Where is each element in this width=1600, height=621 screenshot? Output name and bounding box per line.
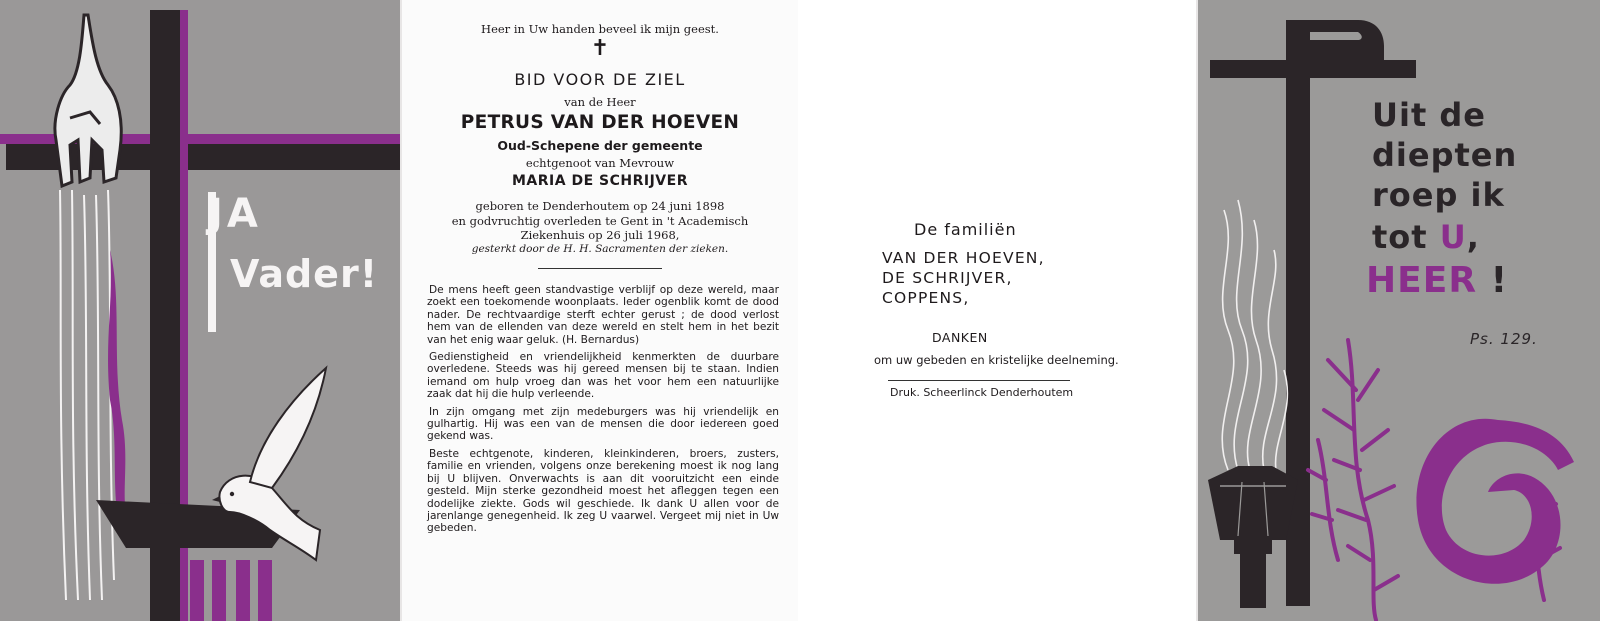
column [190,560,204,621]
cross-hand-dove-illustration [0,0,402,621]
hand-icon [55,15,121,186]
thanks-word: DANKEN [932,330,988,345]
prayer-line: Heer in Uw handen beveel ik mijn geest. [481,22,719,36]
body-paragraph: De mens heeft geen standvastige verblijf op deze wereld, maar zoekt een toekomende woonplaats. Ieder ogenblik komt de dood nader. De rechtvaardige sterft echter gerust ; de dood verlost hem van de ellenden van deze wereld en stelt hem in het bezit van het enig waar geluk. (H. Bernardus) [427,284,779,346]
born-line: geboren te Denderhoutem op 24 juni 1898 [475,199,725,213]
obituary-panel [402,0,798,621]
spouse-name: MARIA DE SCHRIJVER [512,173,688,189]
censer-icon [1208,466,1298,608]
chi-rho-loop [1298,20,1384,60]
printer-credit: Druk. Scheerlinck Denderhoutem [890,386,1074,399]
psalm-reference: Ps. 129. [1470,330,1538,348]
thanks-panel [798,0,1198,621]
back-cover-line-5 [1366,262,1508,300]
light-rays [60,190,114,600]
spouse-intro: echtgenoot van Mevrouw [525,156,675,170]
back-cover-comma: , [1466,218,1480,256]
body-paragraph: Beste echtgenote, kinderen, kleinkinderen, broers, zusters, familie en vrienden, volgens onze berekening moest ik nog lang bij U blijven. Onverwachts is aan dit vooruitzicht een einde gesteld. Mijn sterke gezondheid moest het afleggen tegen een dodelijke ziekte. Gods wil geschiede. Ik dank U allen voor de jarenlange genegenheid. Ik zeg U vaarwel. Vergeet mij niet in Uw gebeden. [427,447,779,535]
incense-smoke [1222,200,1287,470]
deceased-name: PETRUS VAN DER HOEVEN [460,112,740,133]
deceased-role: Oud-Schepene der gemeente [497,138,703,153]
purple-symbol-cutout [1458,520,1508,548]
back-cover-u: U [1439,218,1467,256]
body-paragraph: Gedienstigheid en vriendelijkheid kenmerkten de duurbare overledene. Steeds was hij gereed mensen bij te staan. Indien iemand om hulp vroeg dan was het voor hem een natuurlijke zaak dat hij die hulp verleende. [427,351,779,401]
back-cover-panel [1198,0,1600,621]
family-name: VAN DER HOEVEN, [882,249,1045,267]
purple-symbol [1416,419,1574,584]
column [236,560,250,621]
died-line-2: Ziekenhuis op 26 juli 1968, [520,228,680,242]
chi-rho-incense-illustration [1198,0,1600,621]
body-paragraph: In zijn omgang met zijn medeburgers was hij vriendelijk en gulhartig. Hij was een van de mensen die door iedereen goed gekend was. [427,405,779,443]
cover-exclamation-line1: JA [208,191,262,237]
cover-exclamation-line2: Vader! [230,252,379,296]
back-cover-line-1: Uit de [1372,96,1486,134]
pray-title: BID VOOR DE ZIEL [514,70,686,89]
column [258,560,272,621]
thanks-line: om uw gebeden en kristelijke deelneming. [874,353,1119,367]
divider [538,268,662,269]
divider [888,380,1070,381]
back-cover-line-3: roep ik [1372,176,1505,214]
front-cover-panel [0,0,402,621]
column [212,560,226,621]
cross-icon: ✝ [590,36,610,61]
back-cover-tot: tot [1372,218,1440,256]
obituary-body [427,284,779,540]
family-name: DE SCHRIJVER, [882,269,1013,287]
family-name: COPPENS, [882,289,970,307]
back-cover-line-2: diepten [1372,136,1518,174]
sacraments-line: gesterkt door de H. H. Sacramenten der zieken. [471,243,729,255]
back-cover-exclamation: ! [1477,260,1508,301]
back-cover-heer: HEER [1366,260,1478,301]
of-the-lord: van de Heer [564,95,636,109]
families-intro: De familiën [914,220,1017,239]
back-cover-line-4 [1372,218,1480,256]
cross-beam [1210,60,1416,78]
died-line-1: en godvruchtig overleden te Gent in 't Academisch [451,214,749,228]
